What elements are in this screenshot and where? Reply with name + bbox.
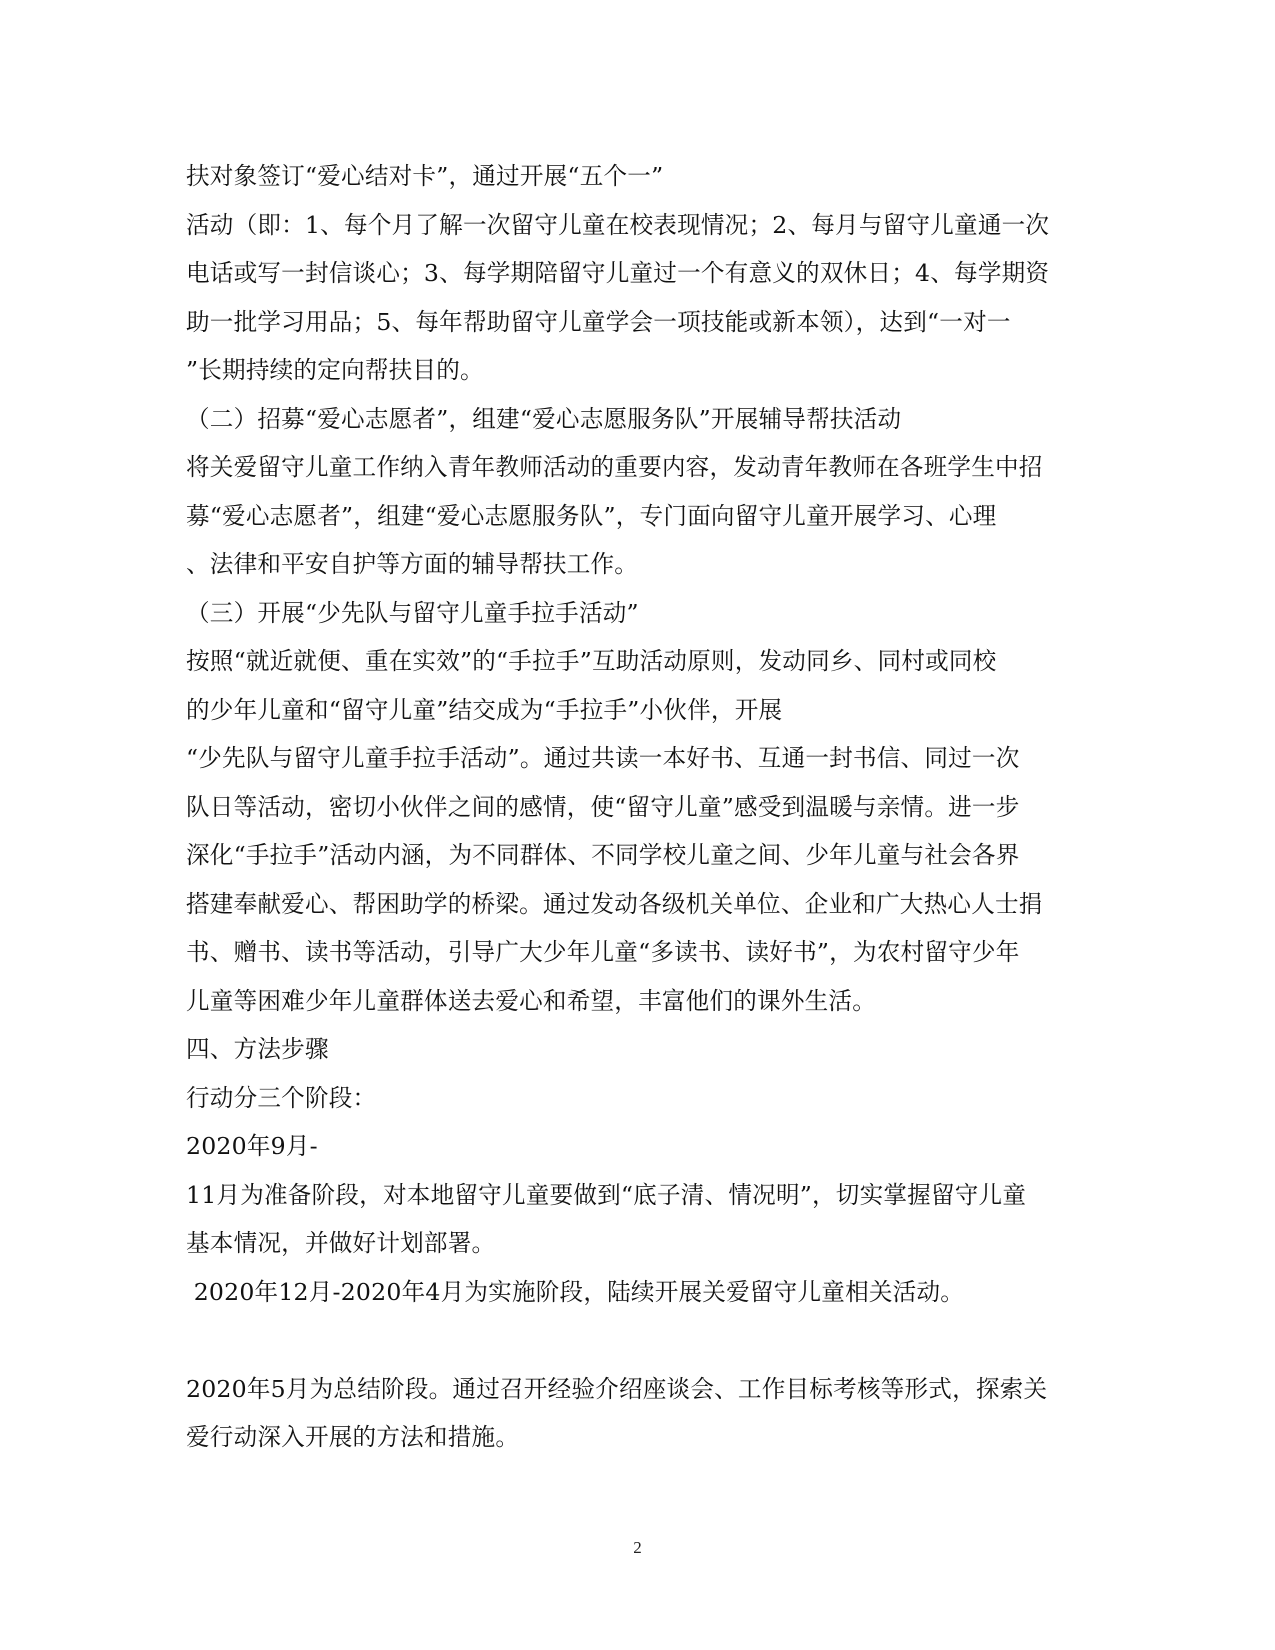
text-line: 行动分三个阶段： [186, 1083, 377, 1112]
text-line: 、法律和平安自护等方面的辅导帮扶工作。 [186, 550, 639, 578]
text-line: 募“爱心志愿者”，组建“爱心志愿服务队”，专门面向留守儿童开展学习、心理 [186, 501, 997, 530]
text-line: 按照“就近就便、重在实效”的“手拉手”互助活动原则，发动同乡、同村或同校 [186, 647, 997, 675]
text-line: 儿童等困难少年儿童群体送去爱心和希望，丰富他们的课外生活。 [186, 986, 877, 1015]
text-line: “少先队与留守儿童手拉手活动”。通过共读一本好书、互通一封书信、同过一次 [186, 744, 1020, 772]
text-line: 基本情况，并做好计划部署。 [186, 1229, 496, 1257]
text-line: 搭建奉献爱心、帮困助学的桥梁。通过发动各级机关单位、企业和广大热心人士捐 [186, 889, 1043, 918]
text-line: 书、赠书、读书等活动，引导广大少年儿童“多读书、读好书”，为农村留守少年 [186, 938, 1020, 966]
section-heading: 四、方法步骤 [186, 1035, 329, 1063]
section-heading: （二）招募“爱心志愿者”，组建“爱心志愿服务队”开展辅导帮扶活动 [186, 404, 902, 433]
text-line: 2020年5月为总结阶段。通过召开经验介绍座谈会、工作目标考核等形式，探索关 [186, 1374, 1048, 1403]
text-line: 电话或写一封信谈心；3、每学期陪留守儿童过一个有意义的双休日；4、每学期资 [186, 259, 1050, 287]
page-number: 2 [633, 1538, 642, 1557]
section-heading: （三）开展“少先队与留守儿童手拉手活动” [186, 598, 639, 627]
text-line: 活动（即：1、每个月了解一次留守儿童在校表现情况；2、每月与留守儿童通一次 [186, 210, 1050, 239]
text-line: 扶对象签订“爱心结对卡”，通过开展“五个一” [186, 162, 664, 190]
text-line: 2020年12月-2020年4月为实施阶段，陆续开展关爱留守儿童相关活动。 [186, 1277, 965, 1306]
text-line: ”长期持续的定向帮扶目的。 [186, 356, 484, 384]
text-line: 将关爱留守儿童工作纳入青年教师活动的重要内容，发动青年教师在各班学生中招 [186, 453, 1043, 481]
text-line: 的少年儿童和“留守儿童”结交成为“手拉手”小伙伴，开展 [186, 695, 783, 724]
text-line: 爱行动深入开展的方法和措施。 [186, 1423, 520, 1451]
text-line: 2020年9月- [186, 1132, 318, 1160]
text-line: 深化“手拉手”活动内涵，为不同群体、不同学校儿童之间、少年儿童与社会各界 [186, 841, 1020, 869]
text-line: 队日等活动，密切小伙伴之间的感情，使“留守儿童”感受到温暖与亲情。进一步 [186, 792, 1020, 821]
document-body [186, 152, 1086, 1462]
text-line: 11月为准备阶段，对本地留守儿童要做到“底子清、情况明”，切实掌握留守儿童 [186, 1180, 1027, 1209]
blank-line [186, 1316, 1086, 1365]
text-line: 助一批学习用品；5、每年帮助留守儿童学会一项技能或新本领），达到“一对一 [186, 307, 1011, 336]
